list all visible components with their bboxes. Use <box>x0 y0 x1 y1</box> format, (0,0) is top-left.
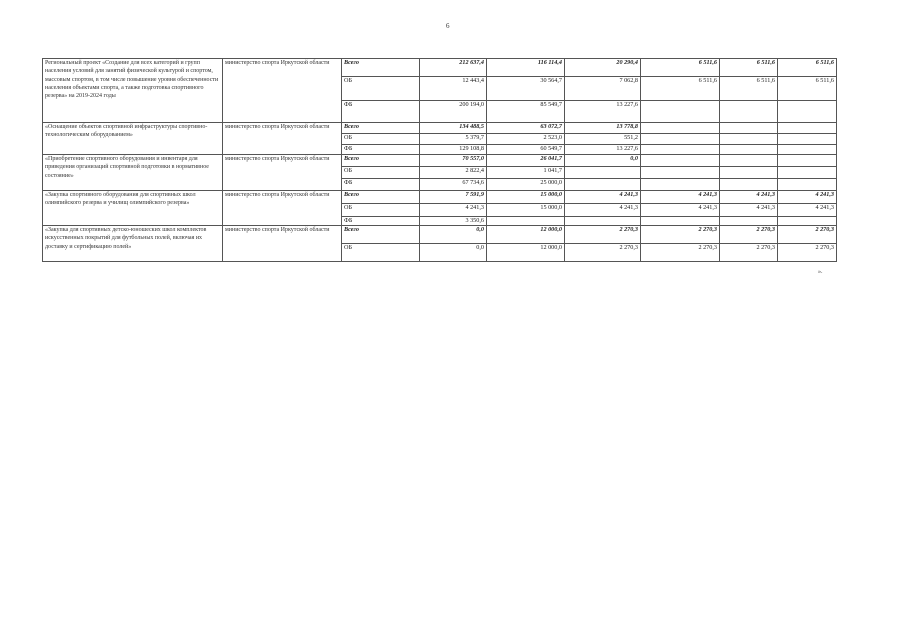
funding-source: ФБ <box>342 101 420 123</box>
responsible-executor: министерство спорта Иркутской области <box>223 191 342 226</box>
amount-cell: 20 290,4 <box>565 59 641 77</box>
amount-cell <box>778 167 837 179</box>
amount-cell: 212 637,4 <box>420 59 487 77</box>
project-description: «Закупка спортивного оборудования для спортивных школ олимпийского резерва и училищ олимпийского резерва» <box>43 191 223 226</box>
amount-cell: 4 241,3 <box>720 191 778 204</box>
amount-cell <box>641 145 720 155</box>
page-number: 6 <box>446 22 450 30</box>
amount-cell: 30 564,7 <box>487 77 565 101</box>
amount-cell: 4 241,3 <box>778 191 837 204</box>
responsible-executor: министерство спорта Иркутской области <box>223 123 342 155</box>
amount-cell: 0,0 <box>420 244 487 262</box>
amount-cell <box>778 123 837 134</box>
amount-cell <box>641 134 720 145</box>
responsible-executor: министерство спорта Иркутской области <box>223 226 342 262</box>
amount-cell: 200 194,0 <box>420 101 487 123</box>
table-row <box>43 226 837 244</box>
funding-source: Всего <box>342 155 420 167</box>
budget-table <box>42 58 837 262</box>
amount-cell: 3 350,6 <box>420 217 487 226</box>
amount-cell <box>641 179 720 191</box>
amount-cell <box>641 167 720 179</box>
amount-cell: 5 379,7 <box>420 134 487 145</box>
funding-source: ОБ <box>342 204 420 217</box>
amount-cell: 2 270,3 <box>778 226 837 244</box>
amount-cell <box>720 167 778 179</box>
amount-cell: 12 000,0 <box>487 226 565 244</box>
amount-cell <box>487 217 565 226</box>
amount-cell: 70 557,0 <box>420 155 487 167</box>
amount-cell: 2 270,3 <box>641 226 720 244</box>
amount-cell: 7 062,8 <box>565 77 641 101</box>
amount-cell: 60 549,7 <box>487 145 565 155</box>
funding-source: Всего <box>342 226 420 244</box>
amount-cell <box>778 155 837 167</box>
amount-cell: 2 270,3 <box>720 226 778 244</box>
amount-cell <box>720 179 778 191</box>
amount-cell: 4 241,3 <box>641 191 720 204</box>
amount-cell: 2 523,0 <box>487 134 565 145</box>
responsible-executor: министерство спорта Иркутской области <box>223 155 342 191</box>
funding-source: Всего <box>342 191 420 204</box>
amount-cell <box>778 145 837 155</box>
project-description: «Приобретение спортивного оборудования и инвентаря для приведения организаций спортивной подготовки в нормативное состояние» <box>43 155 223 191</box>
amount-cell: 6 511,6 <box>778 77 837 101</box>
amount-cell <box>778 134 837 145</box>
funding-source: Всего <box>342 59 420 77</box>
funding-source: ФБ <box>342 179 420 191</box>
amount-cell: 26 041,7 <box>487 155 565 167</box>
amount-cell: 4 241,3 <box>641 204 720 217</box>
amount-cell: 6 511,6 <box>720 77 778 101</box>
amount-cell: 13 778,8 <box>565 123 641 134</box>
funding-source: ФБ <box>342 145 420 155</box>
amount-cell <box>641 123 720 134</box>
funding-source: ОБ <box>342 244 420 262</box>
amount-cell: 6 511,6 <box>641 77 720 101</box>
amount-cell: 129 108,8 <box>420 145 487 155</box>
amount-cell: 2 270,3 <box>565 226 641 244</box>
amount-cell: 6 511,6 <box>720 59 778 77</box>
amount-cell: 6 511,6 <box>641 59 720 77</box>
amount-cell: 67 734,6 <box>420 179 487 191</box>
funding-source: ОБ <box>342 77 420 101</box>
amount-cell <box>565 167 641 179</box>
amount-cell: 7 591,9 <box>420 191 487 204</box>
amount-cell: 2 270,3 <box>720 244 778 262</box>
amount-cell: 4 241,3 <box>565 191 641 204</box>
project-description: «Закупка для спортивных детско-юношеских школ комплектов искусственных покрытий для футбольных полей, включая их доставку и сертификацию полей» <box>43 226 223 262</box>
amount-cell: 15 000,0 <box>487 204 565 217</box>
funding-source: ОБ <box>342 134 420 145</box>
closing-quote-mark: ». <box>818 269 823 275</box>
project-description: Региональный проект «Создание для всех категорий и групп населения условий для занятий физической культурой и спортом, массовым спортом, в том числе повышение уровня обеспеченности населения объектами спорта, а также подготовка спортивного резерва» на 2019-2024 годы <box>43 59 223 123</box>
amount-cell: 4 241,3 <box>565 204 641 217</box>
amount-cell: 4 241,3 <box>778 204 837 217</box>
amount-cell: 2 270,3 <box>778 244 837 262</box>
amount-cell <box>720 145 778 155</box>
responsible-executor: министерство спорта Иркутской области <box>223 59 342 123</box>
amount-cell: 12 000,0 <box>487 244 565 262</box>
project-description: «Оснащение объектов спортивной инфраструктуры спортивно-технологическим оборудованием» <box>43 123 223 155</box>
amount-cell: 13 227,6 <box>565 101 641 123</box>
amount-cell <box>778 217 837 226</box>
amount-cell: 116 114,4 <box>487 59 565 77</box>
amount-cell <box>641 155 720 167</box>
amount-cell: 12 443,4 <box>420 77 487 101</box>
amount-cell: 25 000,0 <box>487 179 565 191</box>
amount-cell: 0,0 <box>420 226 487 244</box>
amount-cell: 2 270,3 <box>641 244 720 262</box>
amount-cell <box>565 179 641 191</box>
amount-cell <box>720 217 778 226</box>
table-row <box>43 59 837 77</box>
amount-cell: 1 041,7 <box>487 167 565 179</box>
amount-cell <box>720 134 778 145</box>
amount-cell: 4 241,3 <box>420 204 487 217</box>
amount-cell: 2 822,4 <box>420 167 487 179</box>
amount-cell <box>641 101 720 123</box>
amount-cell: 13 227,6 <box>565 145 641 155</box>
amount-cell: 0,0 <box>565 155 641 167</box>
amount-cell <box>720 101 778 123</box>
amount-cell: 551,2 <box>565 134 641 145</box>
amount-cell: 6 511,6 <box>778 59 837 77</box>
amount-cell <box>778 179 837 191</box>
amount-cell <box>720 155 778 167</box>
amount-cell: 2 270,3 <box>565 244 641 262</box>
amount-cell: 15 000,0 <box>487 191 565 204</box>
amount-cell <box>720 123 778 134</box>
funding-source: Всего <box>342 123 420 134</box>
amount-cell: 85 549,7 <box>487 101 565 123</box>
table-row <box>43 191 837 204</box>
amount-cell: 4 241,3 <box>720 204 778 217</box>
table-row <box>43 123 837 134</box>
amount-cell <box>641 217 720 226</box>
amount-cell <box>778 101 837 123</box>
amount-cell: 134 488,5 <box>420 123 487 134</box>
amount-cell <box>565 217 641 226</box>
funding-source: ОБ <box>342 167 420 179</box>
table-row <box>43 155 837 167</box>
funding-source: ФБ <box>342 217 420 226</box>
amount-cell: 63 072,7 <box>487 123 565 134</box>
